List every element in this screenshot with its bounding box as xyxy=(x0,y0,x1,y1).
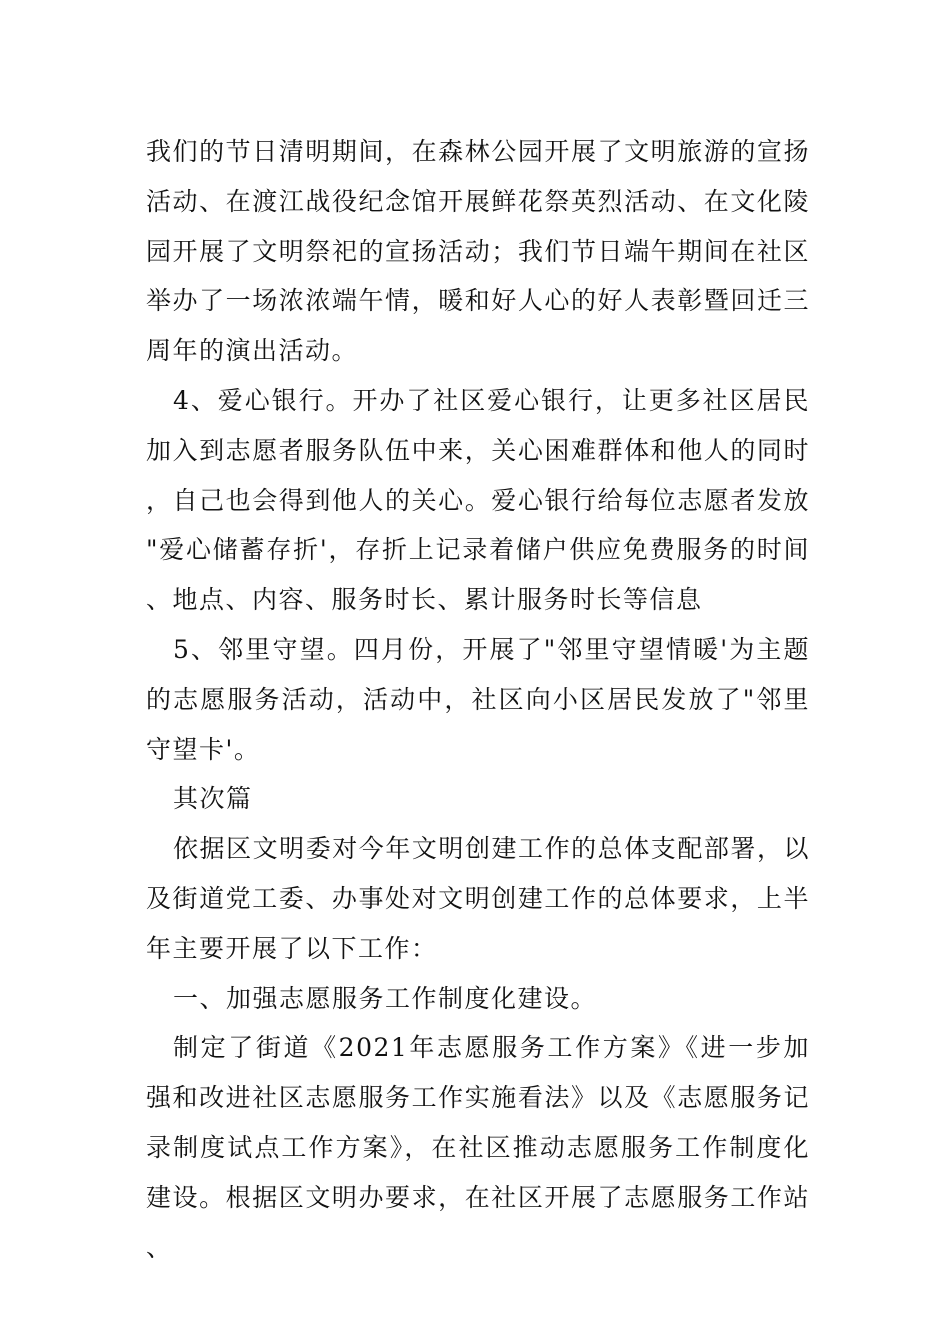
paragraph-system-building: 制定了街道《2021年志愿服务工作方案》《进一步加强和改进社区志愿服务工作实施看法》以及《志愿服务记录制度试点工作方案》，在社区推动志愿服务工作制度化建设。根据区文明办要求，在社区开展了志愿服务工作站、 xyxy=(146,1033,810,1262)
paragraph-love-bank: 4、爱心银行。开办了社区爱心银行，让更多社区居民加入到志愿者服务队伍中来，关心困难群体和他人的同时，自己也会得到他人的关心。爱心银行给每位志愿者发放"爱心储蓄存折'，存折上记录着储户供应免费服务的时间、地点、内容、服务时长、累计服务时长等信息 xyxy=(146,385,810,615)
section-heading-second: 其次篇 xyxy=(173,784,253,814)
paragraph-qingming-activities: 我们的节日清明期间，在森林公园开展了文明旅游的宣扬活动、在渡江战役纪念馆开展鲜花祭英烈活动、在文化陵园开展了文明祭祀的宣扬活动；我们节日端午期间在社区举办了一场浓浓端午情，暖和好人心的好人表彰暨回迁三周年的演出活动。 xyxy=(146,137,810,366)
heading-item-one: 一、加强志愿服务工作制度化建设。 xyxy=(173,983,598,1013)
paragraph-neighborhood-watch: 5、邻里守望。四月份，开展了"邻里守望情暖'为主题的志愿服务活动，活动中，社区向小区居民发放了"邻里守望卡'。 xyxy=(146,634,810,764)
document-body xyxy=(146,127,810,1272)
paragraph-work-overview: 依据区文明委对今年文明创建工作的总体支配部署，以及街道党工委、办事处对文明创建工作的总体要求，上半年主要开展了以下工作： xyxy=(146,834,810,963)
